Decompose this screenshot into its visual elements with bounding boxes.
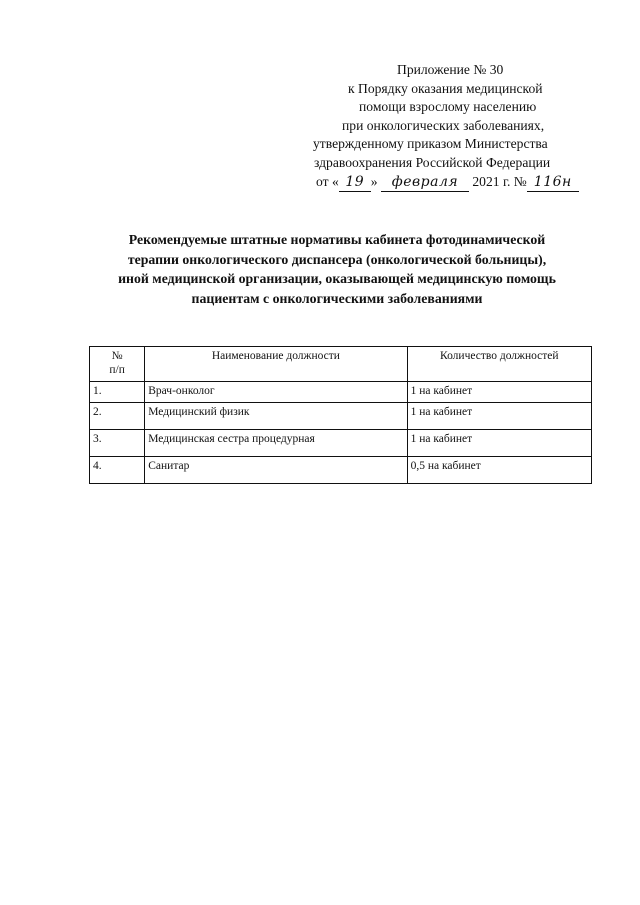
document-heading — [92, 230, 582, 308]
staff-norms-table — [89, 346, 592, 484]
heading-line: иной медицинской организации, оказывающей медицинскую помощь — [118, 271, 556, 286]
attachment-line: к Порядку оказания медицинской — [348, 80, 543, 96]
heading-line: Рекомендуемые штатные нормативы кабинета фотодинамической — [128, 232, 546, 247]
cell-quantity: 1 на кабинет — [407, 382, 591, 403]
attachment-line: помощи взрослому населению — [359, 99, 537, 115]
date-year: 2021 г. № — [472, 173, 527, 189]
cell-num: 4. — [90, 457, 145, 484]
cell-position: Медицинский физик — [145, 403, 407, 430]
attachment-block — [300, 61, 600, 192]
header-num-line1: № — [111, 350, 123, 362]
table-row — [90, 430, 592, 457]
heading-line: терапии онкологического диспансера (онкологической больницы), — [127, 251, 547, 267]
attachment-title: Приложение № 30 — [397, 62, 504, 77]
table-row — [90, 382, 592, 403]
cell-num: 3. — [90, 430, 145, 457]
table-header-row — [90, 347, 592, 382]
cell-quantity: 0,5 на кабинет — [407, 457, 591, 484]
header-num-line2: п/п — [109, 364, 125, 376]
cell-num: 1. — [90, 382, 145, 403]
attachment-line: здравоохранения Российской Федерации — [314, 154, 551, 170]
attachment-line: при онкологических заболеваниях, — [342, 117, 545, 133]
table-row — [90, 403, 592, 430]
heading-line: пациентам с онкологическими заболеваниями — [191, 290, 483, 306]
header-quantity: Количество должностей — [407, 347, 591, 382]
cell-quantity: 1 на кабинет — [407, 403, 591, 430]
table-row — [90, 457, 592, 484]
cell-position: Врач-онколог — [145, 382, 407, 403]
date-mid: » — [370, 173, 378, 189]
handwritten-month: февраля — [381, 173, 469, 193]
date-prefix: от « — [316, 173, 339, 189]
attachment-line: утвержденному приказом Министерства — [313, 136, 548, 152]
cell-position: Санитар — [145, 457, 407, 484]
header-position: Наименование должности — [145, 347, 407, 382]
handwritten-order-number: 116н — [527, 173, 579, 193]
order-date-line — [300, 173, 600, 193]
handwritten-day: 19 — [339, 173, 371, 193]
header-num — [90, 347, 145, 382]
cell-position: Медицинская сестра процедурная — [145, 430, 407, 457]
cell-quantity: 1 на кабинет — [407, 430, 591, 457]
cell-num: 2. — [90, 403, 145, 430]
